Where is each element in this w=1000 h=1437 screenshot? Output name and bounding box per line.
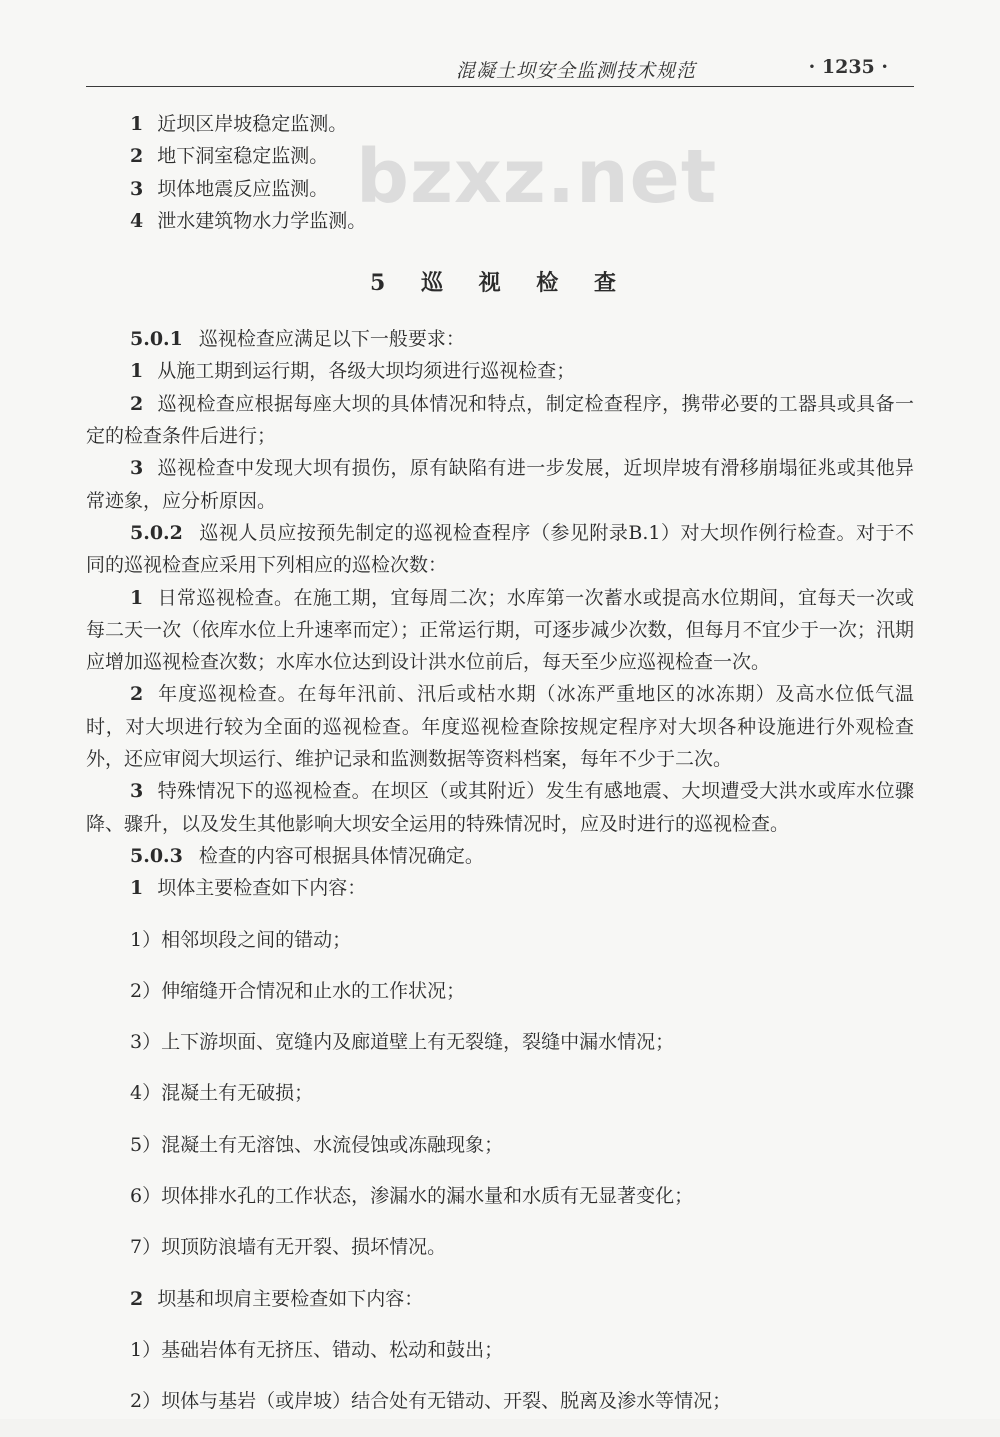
list-item: 3 巡视检查中发现大坝有损伤，原有缺陷有进一步发展，近坝岸坡有滑移崩塌征兆或其他异常迹象，应分析原因。 <box>86 457 914 512</box>
section-title: 5 巡 视 检 查 <box>370 270 630 297</box>
list-item: 2 坝基和坝肩主要检查如下内容： <box>130 1287 424 1310</box>
clause-5-0-1: 5.0.1 巡视检查应满足以下一般要求： <box>130 328 465 351</box>
sub-item: 1）相邻坝段之间的错动； <box>130 928 352 951</box>
body-text <box>86 108 914 1437</box>
list-item: 3 特殊情况下的巡视检查。在坝区（或其附近）发生有感地震、大坝遭受大洪水或库水位骤降、骤升，以及发生其他影响大坝安全运用的特殊情况时，应及时进行的巡视检查。 <box>86 780 914 835</box>
clause-5-0-3: 5.0.3 检查的内容可根据具体情况确定。 <box>130 844 484 867</box>
sub-item: 3）上下游坝面、宽缝内及廊道壁上有无裂缝，裂缝中漏水情况； <box>130 1031 675 1054</box>
watermark: bzxz.net <box>356 134 718 220</box>
list-item: 1 日常巡视检查。在施工期，宜每周二次；水库第一次蓄水或提高水位期间，宜每天一次或每二天一次（依库水位上升速率而定）；正常运行期，可逐步减少次数，但每月不宜少于一次；汛期应增加巡视检查次数；水库水位达到设计洪水位前后，每天至少应巡视检查一次。 <box>86 586 914 674</box>
list-item: 1 坝体主要检查如下内容： <box>130 877 367 900</box>
sub-item: 6）坝体排水孔的工作状态，渗漏水的漏水量和水质有无显著变化； <box>130 1185 694 1208</box>
sub-item: 4）混凝土有无破损； <box>130 1082 314 1105</box>
page-number: · 1235 · <box>808 56 888 78</box>
sub-item: 2）伸缩缝开合情况和止水的工作状况； <box>130 979 466 1002</box>
header-title: 混凝土坝安全监测技术规范 <box>456 60 697 82</box>
list-item: 4 泄水建筑物水力学监测。 <box>130 209 367 232</box>
list-item: 2 巡视检查应根据每座大坝的具体情况和特点，制定检查程序，携带必要的工器具或具备一定的检查条件后进行； <box>86 392 914 448</box>
sub-item: 1）基础岩体有无挤压、错动、松动和鼓出； <box>130 1338 504 1361</box>
list-item: 1 从施工期到运行期，各级大坝均须进行巡视检查； <box>130 360 576 383</box>
running-header <box>86 52 914 87</box>
sub-item: 7）坝顶防浪墙有无开裂、损坏情况。 <box>130 1236 447 1259</box>
list-item: 3 坝体地震反应监测。 <box>130 177 329 200</box>
clause-5-0-2: 5.0.2 巡视人员应按预先制定的巡视检查程序（参见附录B.1）对大坝作例行检查。对于不同的巡视检查应采用下列相应的巡检次数： <box>86 521 914 577</box>
list-item: 1 近坝区岸坡稳定监测。 <box>130 113 348 135</box>
list-item: 2 年度巡视检查。在每年汛前、汛后或枯水期（冰冻严重地区的冰冻期）及高水位低气温时，对大坝进行较为全面的巡视检查。年度巡视检查除按规定程序对大坝各种设施进行外观检查外，还应审阅大坝运行、维护记录和监测数据等资料档案，每年不少于二次。 <box>86 683 914 771</box>
list-item: 2 地下洞室稳定监测。 <box>130 145 329 168</box>
sub-item: 5）混凝土有无溶蚀、水流侵蚀或冻融现象； <box>130 1133 504 1156</box>
sub-item: 2）坝体与基岩（或岸坡）结合处有无错动、开裂、脱离及渗水等情况； <box>130 1390 732 1413</box>
